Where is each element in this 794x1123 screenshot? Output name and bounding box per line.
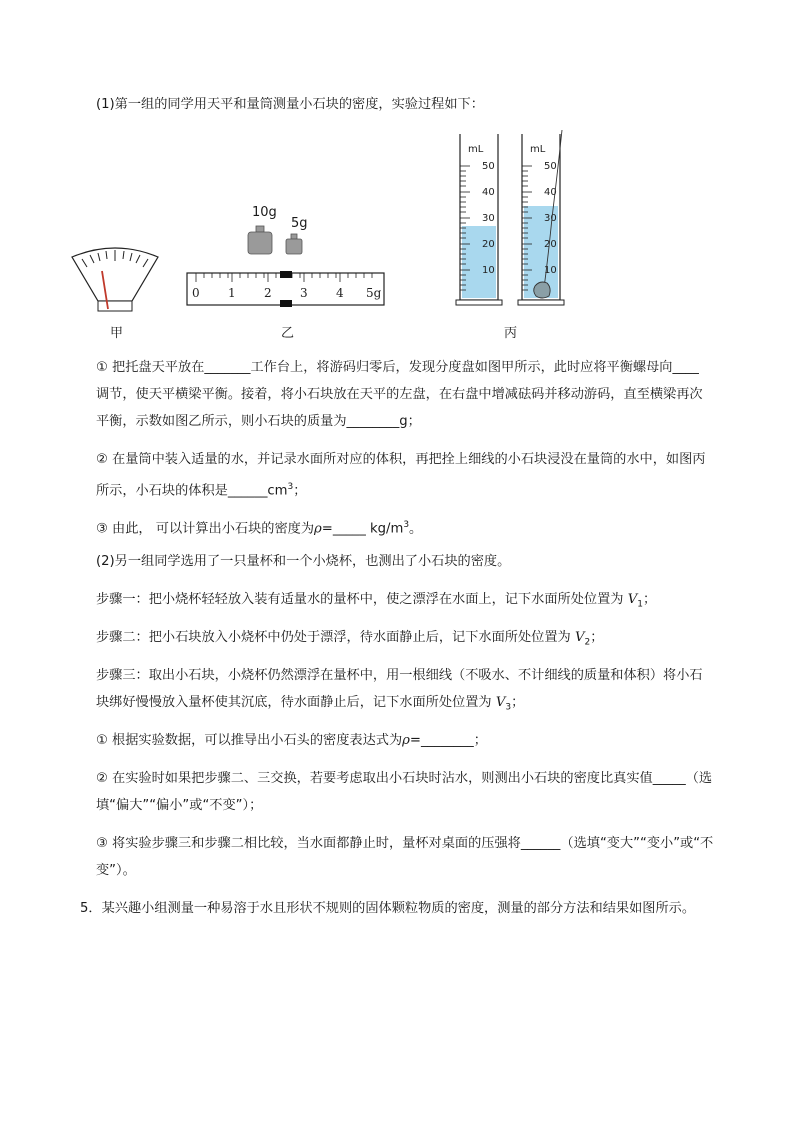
svg-text:40: 40 (544, 187, 557, 198)
scale-tick-2: 2 (264, 286, 272, 300)
q1-line-2: 调节，使天平横梁平衡。接着，将小石块放在天平的左盘，在右盘中增减砝码并移动游码，直至横梁再次 (96, 387, 703, 402)
svg-text:50: 50 (482, 161, 495, 172)
figure-label-bing: 丙 (504, 326, 518, 341)
figure-label-jia: 甲 (110, 326, 124, 341)
weight-5g-label: 5g (291, 216, 308, 231)
rider-top (280, 271, 292, 278)
q1-line-5: 所示，小石块的体积是$\_\_\_\_\_\_cm^3$； (96, 482, 307, 499)
scale-tick-5g: 5g (366, 286, 382, 300)
rider-scale-figure (186, 270, 386, 308)
q2-step-2: 步骤二：把小石块放入小烧杯中仍处于漂浮，待水面静止后，记下水面所处位置为 $V_2$； (96, 630, 604, 648)
figure-label-yi: 乙 (281, 326, 295, 341)
svg-text:10: 10 (482, 265, 495, 276)
q2-step-3-line-1: 步骤三：取出小石块，小烧杯仍然漂浮在量杯中，用一根细线（不吸水、不计细线的质量和体积）将小石 (96, 668, 703, 683)
stone-shape (534, 282, 550, 298)
rider-bottom (280, 300, 292, 307)
q2-answer-2-line-2: 填“偏大”“偏小”或“不变”）； (96, 798, 263, 813)
cylinder-left-figure (454, 130, 504, 308)
scale-tick-4: 4 (336, 286, 344, 300)
cylinder-right-figure (516, 128, 568, 308)
intro-text: (1)第一组的同学用天平和量筒测量小石块的密度，实验过程如下： (96, 97, 484, 112)
svg-text:mL: mL (530, 144, 546, 155)
svg-text:10: 10 (544, 265, 557, 276)
svg-text:30: 30 (482, 213, 495, 224)
q5-text: 5．某兴趣小组测量一种易溶于水且形状不规则的固体颗粒物质的密度，测量的部分方法和结果如图所示。 (80, 901, 696, 916)
balance-dial-figure (70, 245, 160, 313)
q2-step-1: 步骤一：把小烧杯轻轻放入装有适量水的量杯中，使之漂浮在水面上，记下水面所处位置为 $V_1$； (96, 592, 657, 610)
q2-intro: (2)另一组同学选用了一只量杯和一个小烧杯，也测出了小石块的密度。 (96, 554, 511, 569)
svg-text:20: 20 (482, 239, 495, 250)
q2-answer-3-line-1: ③ 将实验步骤三和步骤二相比较，当水面都静止时，量杯对桌面的压强将______（选填“变大”“变小”或“不 (96, 836, 714, 851)
q2-answer-3-line-2: 变”）。 (96, 863, 136, 878)
scale-tick-0: 0 (192, 286, 200, 300)
q2-answer-1: ① 根据实验数据，可以推导出小石头的密度表达式为ρ=________； (96, 733, 487, 748)
scale-tick-1: 1 (228, 286, 236, 300)
scale-tick-3: 3 (300, 286, 308, 300)
svg-text:20: 20 (544, 239, 557, 250)
weights-figure (244, 224, 308, 256)
q1-line-1: ① 把托盘天平放在_______工作台上，将游码归零后，发现分度盘如图甲所示，此时应将平衡螺母向____ (96, 360, 699, 375)
q1-line-4: ② 在量筒中装入适量的水，并记录水面所对应的体积，再把拴上细线的小石块浸没在量筒的水中，如图丙 (96, 452, 706, 467)
svg-text:40: 40 (482, 187, 495, 198)
svg-text:50: 50 (544, 161, 557, 172)
svg-text:mL: mL (468, 144, 484, 155)
q2-step-3-line-2: 块绑好慢慢放入量杯使其沉底，待水面静止后，记下水面所处位置为 $V_3$； (96, 695, 525, 713)
q1-line-3: 平衡，示数如图乙所示，则小石块的质量为________g； (96, 414, 421, 429)
q1-line-6: ③ 由此， 可以计算出小石块的密度为ρ=_____ $kg/m^3$。 (96, 520, 423, 537)
q2-answer-2-line-1: ② 在实验时如果把步骤二、三交换，若要考虑取出小石块时沾水，则测出小石块的密度比真实值_____（选 (96, 771, 713, 786)
svg-text:30: 30 (544, 213, 557, 224)
weight-10g-label: 10g (252, 205, 277, 220)
